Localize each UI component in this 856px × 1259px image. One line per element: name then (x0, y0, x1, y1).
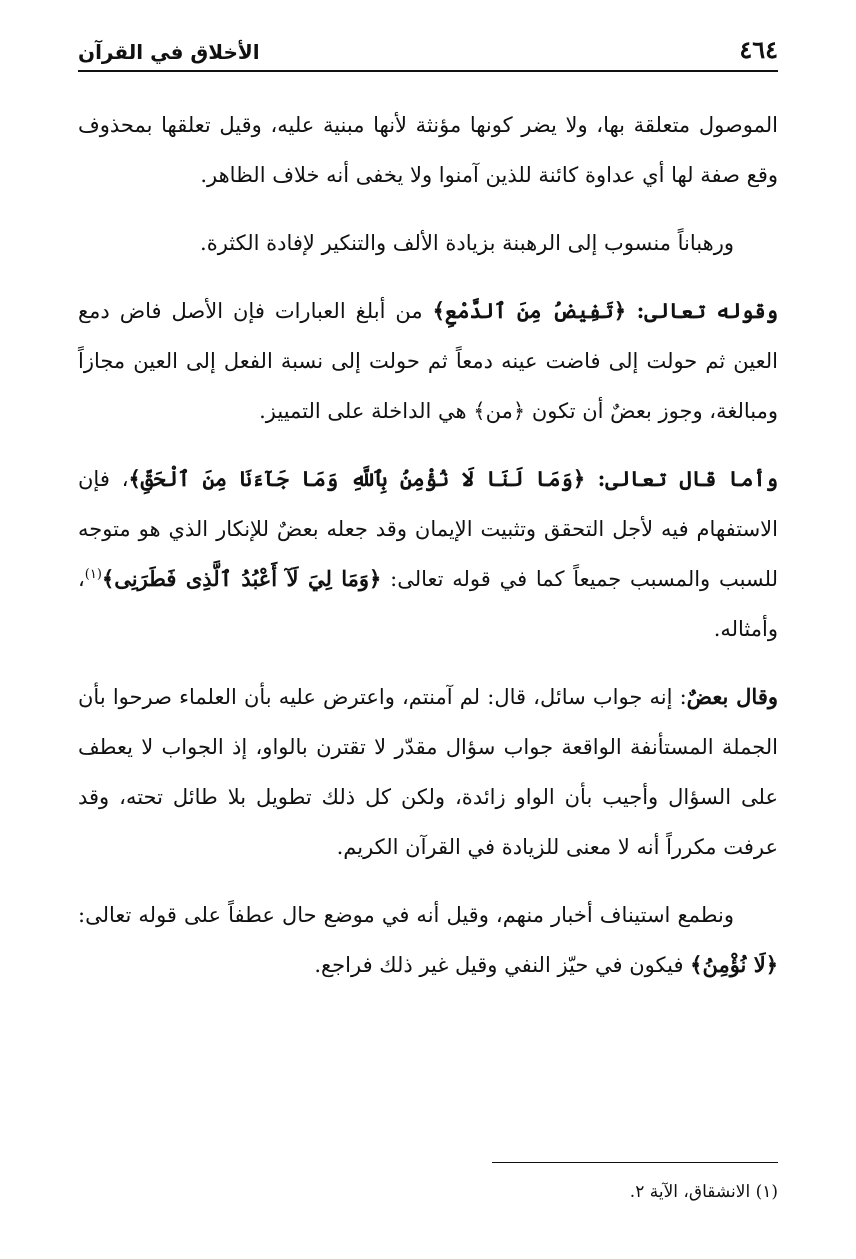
paragraph-text: من أبلغ العبارات فإن الأصل فاض دمع العين ثم حولت إلى فاضت عينه دمعاً ثم حولت إلى نسبة الفعل إلى العين مجازاً ومبالغة، وجوز بعضٌ أن تكون ﴿من﴾ هي الداخلة على التمييز. (78, 299, 778, 423)
paragraph-6 (78, 890, 778, 990)
quran-quote: ﴿وَمَا لَنَا لَا نُؤْمِنُ بِٱللَّهِ وَمَا جَآءَنَا مِنَ ٱلْحَقِّ﴾ (128, 466, 586, 491)
running-title: الأخلاق في القرآن (78, 40, 260, 64)
page-number: ٤٦٤ (739, 35, 778, 64)
page-body (78, 100, 778, 990)
paragraph-text: ورهباناً منسوب إلى الرهبنة بزيادة الألف والتنكير لإفادة الكثرة. (200, 231, 734, 255)
paragraph-lead: وقال بعضٌ (686, 684, 778, 709)
page-header (78, 28, 778, 72)
paragraph-text: ، وأمثاله. (78, 567, 778, 641)
paragraph-text: الموصول متعلقة بها، ولا يضر كونها مؤنثة لأنها مبنية عليه، وقيل تعلقها بمحذوف وقع صفة لها أي عداوة كائنة للذين آمنوا ولا يخفى أنه خلاف الظاهر. (78, 113, 778, 187)
footnote: (١) الانشقاق، الآية ٢. (629, 1182, 778, 1202)
paragraph-text: فيكون في حيّز النفي وقيل غير ذلك فراجع. (314, 953, 691, 977)
quran-quote: ﴿تَفِيضُ مِنَ ٱلدَّمْعِ﴾ (432, 298, 627, 323)
paragraph-2 (78, 218, 778, 268)
paragraph-text: : إنه جواب سائل، قال: لم آمنتم، واعترض عليه بأن العلماء صرحوا بأن الجملة المستأنفة الواقعة جواب سؤال مقدّر لا تقترن بالواو، إذ الجواب لا يعطف على السؤال وأجيب بأن الواو زائدة، ولكن كل ذلك تطويل بلا طائل تحته، وقد عرفت مكرراً أنه لا معنى للزيادة في القرآن الكريم. (78, 685, 778, 859)
footnote-divider (492, 1162, 778, 1163)
paragraph-lead: وأما قال تعالى: (585, 466, 779, 491)
book-page (78, 28, 778, 1238)
paragraph-text: ، فإن الاستفهام فيه لأجل التحقق وتثبيت الإيمان وقد جعله بعضٌ للإنكار الذي هو متوجه للسبب والمسبب جميعاً كما في قوله تعالى: (78, 467, 779, 591)
paragraph-text: ونطمع استيناف أخبار منهم، وقيل أنه في موضع حال عطفاً على قوله تعالى: (78, 903, 734, 927)
footnote-reference[interactable]: (١) (84, 567, 102, 582)
quran-quote: ﴿لَا نُؤْمِنُ﴾ (690, 952, 778, 977)
paragraph-5 (78, 672, 778, 872)
quran-quote: ﴿وَمَا لِيَ لَآ أَعْبُدُ ٱلَّذِى فَطَرَنِى﴾ (101, 566, 382, 591)
paragraph-3 (78, 286, 778, 436)
paragraph-4 (78, 454, 778, 654)
paragraph-1 (78, 100, 778, 200)
paragraph-lead: وقوله تعالى: (626, 298, 779, 323)
